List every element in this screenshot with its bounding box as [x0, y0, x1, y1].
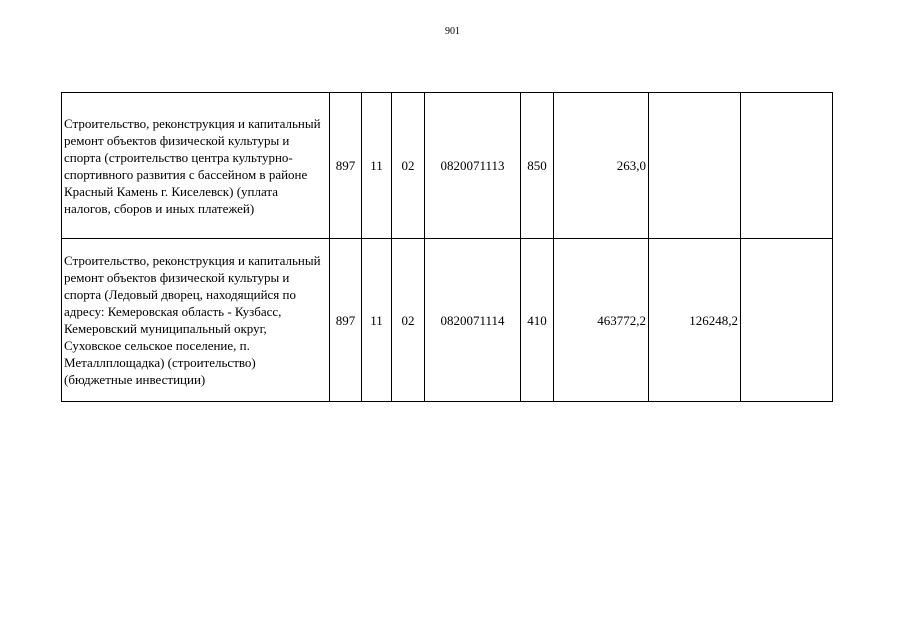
amount-1: 463772,2	[554, 239, 649, 402]
section-code: 11	[362, 93, 392, 239]
amount-3	[741, 239, 833, 402]
amount-3	[741, 93, 833, 239]
section-code: 11	[362, 239, 392, 402]
page-number: 901	[445, 26, 460, 37]
amount-2	[649, 93, 741, 239]
expense-type-code: 410	[521, 239, 554, 402]
row-description: Строительство, реконструкция и капитальный ремонт объектов физической культуры и спорта (Ледовый дворец, находящийся по адресу: Кемеровская область - Кузбасс, Кемеровский муниципальный округ, Суховское сельское поселение, п. Металлплощадка) (строительство) (бюджетные инвестиции)	[62, 239, 330, 402]
ministry-code: 897	[330, 93, 362, 239]
amount-2: 126248,2	[649, 239, 741, 402]
subsection-code: 02	[392, 239, 425, 402]
target-article-code: 0820071114	[425, 239, 521, 402]
budget-table	[61, 92, 833, 402]
table-row	[62, 239, 833, 402]
subsection-code: 02	[392, 93, 425, 239]
expense-type-code: 850	[521, 93, 554, 239]
row-description: Строительство, реконструкция и капитальный ремонт объектов физической культуры и спорта (строительство центра культурно-спортивного развития с бассейном в районе Красный Камень г. Киселевск) (уплата налогов, сборов и иных платежей)	[62, 93, 330, 239]
amount-1: 263,0	[554, 93, 649, 239]
table-row	[62, 93, 833, 239]
ministry-code: 897	[330, 239, 362, 402]
target-article-code: 0820071113	[425, 93, 521, 239]
